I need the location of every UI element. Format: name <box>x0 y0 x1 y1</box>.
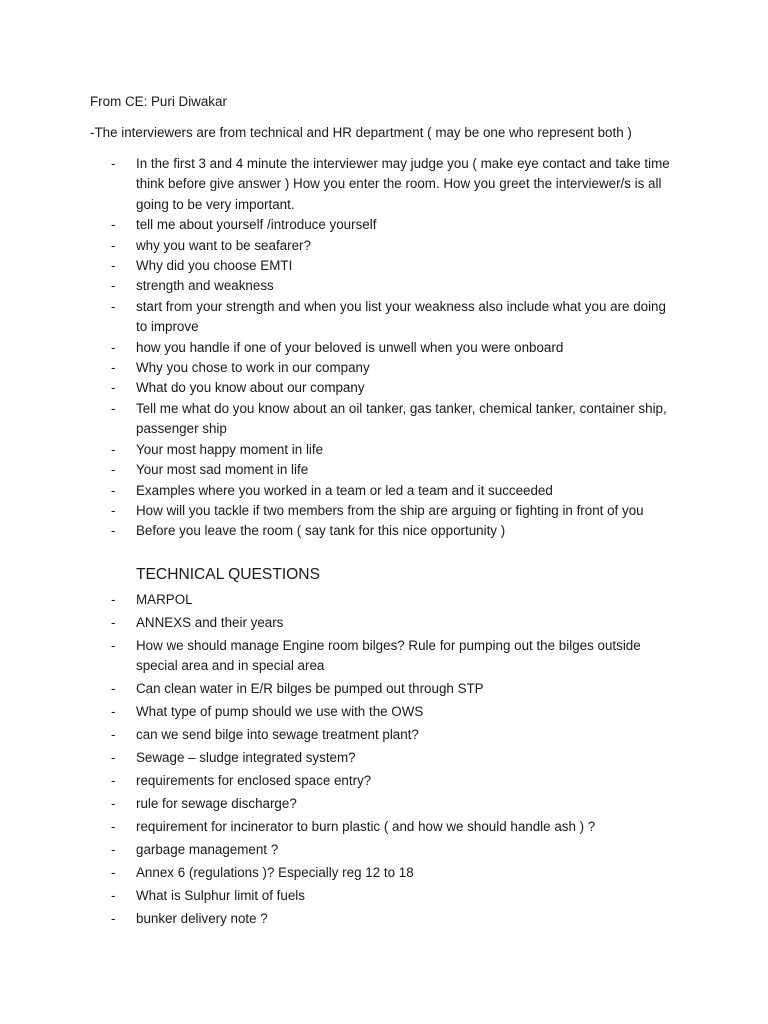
general-questions-list <box>0 154 768 542</box>
list-item: - What do you know about our company <box>0 378 768 398</box>
list-item: - Can clean water in E/R bilges be pumped out through STP <box>0 679 768 699</box>
list-item: - requirements for enclosed space entry? <box>0 771 768 791</box>
list-item: - tell me about yourself /introduce yourself <box>0 215 768 235</box>
bullet-dash: - <box>111 750 116 766</box>
bullet-dash: - <box>111 796 116 812</box>
bullet-dash: - <box>111 298 116 314</box>
list-item: - start from your strength and when you list your weakness also include what you are doing to improve <box>111 298 666 335</box>
intro-line: -The interviewers are from technical and HR department ( may be one who represent both ) <box>90 125 632 140</box>
bullet-dash: - <box>111 704 116 720</box>
list-item: - strength and weakness <box>0 276 768 296</box>
bullet-dash: - <box>111 380 116 396</box>
list-item: - Why you chose to work in our company <box>0 358 768 378</box>
bullet-dash: - <box>111 592 116 607</box>
bullet-dash: - <box>111 339 116 355</box>
list-item: - Before you leave the room ( say tank for this nice opportunity ) <box>0 521 768 541</box>
list-item: - garbage management ? <box>0 840 768 860</box>
list-item: - requirement for incinerator to burn plastic ( and how we should handle ash ) ? <box>0 817 768 837</box>
bullet-dash: - <box>111 638 116 653</box>
bullet-dash: - <box>111 156 116 171</box>
list-item: - Examples where you worked in a team or led a team and it succeeded <box>0 481 768 501</box>
list-item: - Your most sad moment in life <box>0 460 768 480</box>
bullet-dash: - <box>111 441 116 457</box>
bullet-dash: - <box>111 819 116 835</box>
list-item: - What type of pump should we use with the OWS <box>0 702 768 722</box>
bullet-dash: - <box>111 842 116 858</box>
list-item: - Tell me what do you know about an oil tanker, gas tanker, chemical tanker, container ship, passenger ship <box>111 400 667 437</box>
bullet-dash: - <box>111 258 116 274</box>
bullet-dash: - <box>111 888 116 904</box>
list-item: - rule for sewage discharge? <box>0 794 768 814</box>
list-item: - bunker delivery note ? <box>0 909 768 929</box>
bullet-dash: - <box>111 278 116 294</box>
bullet-dash: - <box>111 773 116 789</box>
list-item: - how you handle if one of your beloved is unwell when you were onboard <box>0 338 768 358</box>
bullet-dash: - <box>111 482 116 498</box>
bullet-dash: - <box>111 462 116 478</box>
bullet-dash: - <box>111 502 116 518</box>
bullet-dash: - <box>111 727 116 743</box>
technical-questions-list <box>0 590 768 932</box>
bullet-dash: - <box>111 360 116 376</box>
bullet-dash: - <box>111 865 116 881</box>
list-item: - What is Sulphur limit of fuels <box>0 886 768 906</box>
list-item: - In the first 3 and 4 minute the interviewer may judge you ( make eye contact and take time think before give answer ) How you enter the room. How you greet the interviewer/s is all going to be very important. <box>111 156 670 212</box>
list-item: - Annex 6 (regulations )? Especially reg 12 to 18 <box>0 863 768 883</box>
list-item: - why you want to be seafarer? <box>0 236 768 256</box>
list-item: - ANNEXS and their years <box>0 613 768 633</box>
bullet-dash: - <box>111 400 116 416</box>
bullet-dash: - <box>111 217 116 233</box>
bullet-dash: - <box>111 615 116 630</box>
list-item: - How will you tackle if two members from the ship are arguing or fighting in front of you <box>0 501 768 521</box>
technical-questions-heading: TECHNICAL QUESTIONS <box>136 566 320 583</box>
bullet-dash: - <box>111 911 116 927</box>
list-item: - Why did you choose EMTI <box>0 256 768 276</box>
list-item: - Sewage – sludge integrated system? <box>0 748 768 768</box>
list-item: - How we should manage Engine room bilges? Rule for pumping out the bilges outside special area and in special area <box>111 638 641 674</box>
list-item: - MARPOL <box>0 590 768 610</box>
bullet-dash: - <box>111 523 116 539</box>
list-item: - can we send bilge into sewage treatment plant? <box>0 725 768 745</box>
bullet-dash: - <box>111 237 116 253</box>
list-item: - Your most happy moment in life <box>0 440 768 460</box>
from-line: From CE: Puri Diwakar <box>90 94 227 109</box>
bullet-dash: - <box>111 681 116 697</box>
